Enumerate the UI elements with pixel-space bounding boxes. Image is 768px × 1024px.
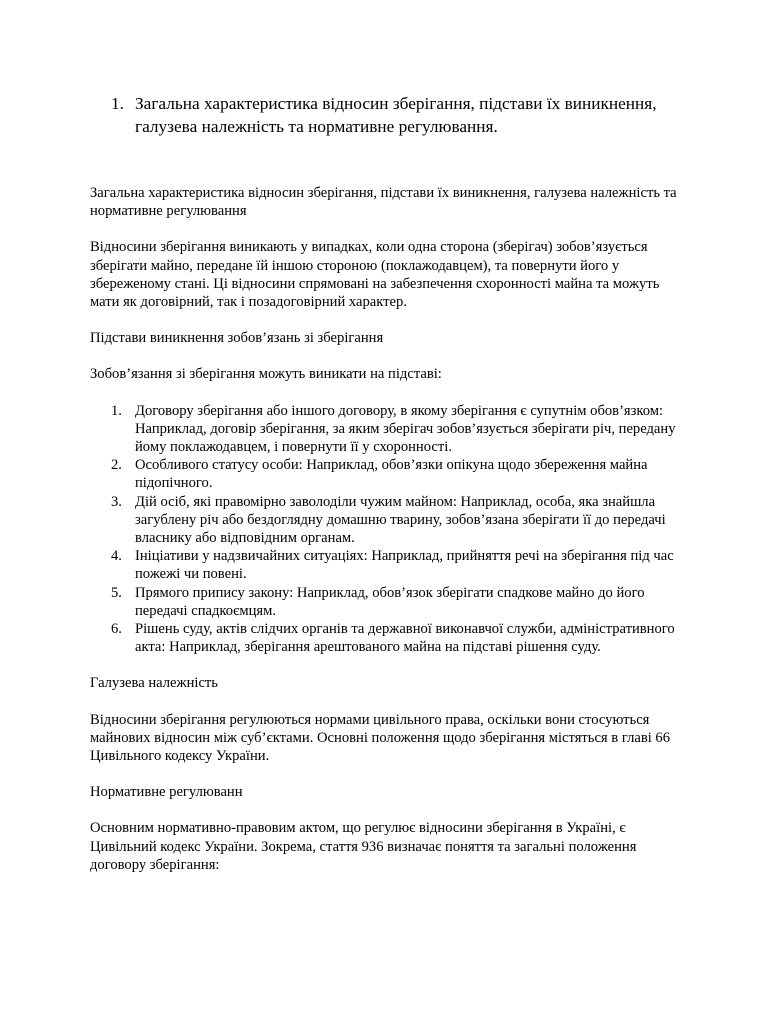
list-item — [111, 402, 680, 457]
regulation-title: Нормативне регулюванн — [90, 784, 243, 801]
list-item — [111, 620, 680, 656]
branch-paragraph: Відносини зберігання регулюються нормами цивільного права, оскільки вони стосуються майнових відносин між суб’єктами. Основні положення щодо зберігання містяться в главі 66 Цивільного кодексу України. — [90, 711, 671, 765]
grounds-list — [90, 402, 680, 657]
list-item-number: 4. — [111, 548, 122, 565]
list-item-text: Особливого статусу особи: Наприклад, обов’язки опікуна щодо збереження майна підопічного. — [135, 457, 648, 492]
regulation-paragraph: Основним нормативно-правовим актом, що регулює відносини зберігання в Україні, є Цивільний кодекс України. Зокрема, стаття 936 визначає поняття та загальні положення договору зберігання: — [90, 820, 637, 873]
document-body — [90, 184, 680, 874]
heading-list — [90, 92, 680, 138]
heading-text: Загальна характеристика відносин зберігання, підстави їх виникнення, галузева належність та нормативне регулювання. — [135, 94, 657, 136]
document-page — [90, 92, 680, 874]
list-item-text: Прямого припису закону: Наприклад, обов’язок зберігати спадкове майно до його передачі спадкоємцям. — [135, 584, 645, 619]
intro-title: Загальна характеристика відносин зберігання, підстави їх виникнення, галузева належність та нормативне регулювання — [90, 185, 677, 220]
branch-title: Галузева належність — [90, 675, 218, 692]
grounds-lead: Зобов’язання зі зберігання можуть виникати на підставі: — [90, 366, 442, 383]
heading-number: 1. — [111, 94, 124, 113]
list-item-text: Ініціативи у надзвичайних ситуаціях: Наприклад, прийняття речі на зберігання під час пожежі чи повені. — [135, 548, 674, 583]
list-item-number: 3. — [111, 493, 122, 510]
list-item-number: 2. — [111, 457, 122, 474]
list-item — [111, 493, 680, 548]
list-item-text: Дій осіб, які правомірно заволоділи чужим майном: Наприклад, особа, яка знайшла загублену річ або бездоглядну домашню тварину, зобов’язана зберігати її до передачі власнику або відповідним органам. — [135, 493, 666, 547]
list-item-number: 1. — [111, 402, 122, 419]
heading-item — [111, 92, 680, 138]
list-item — [111, 584, 680, 620]
intro-paragraph: Відносини зберігання виникають у випадках, коли одна сторона (зберігач) зобов’язується зберігати майно, передане їй іншою стороною (поклажодавцем), та повернути його у збереженому стані. Ці відносини спрямовані на забезпечення схоронності майна та можуть мати як договірний, так і позадоговірний характер. — [90, 239, 660, 311]
grounds-title: Підстави виникнення зобов’язань зі зберігання — [90, 330, 384, 347]
list-item-text: Рішень суду, актів слідчих органів та державної виконавчої служби, адміністративного акта: Наприклад, зберігання арештованого майна на підставі рішення суду. — [135, 621, 675, 656]
list-item-number: 6. — [111, 621, 122, 638]
list-item — [111, 456, 680, 492]
list-item-number: 5. — [111, 584, 122, 601]
list-item-text: Договору зберігання або іншого договору, в якому зберігання є супутнім обов’язком: Наприклад, договір зберігання, за яким зберігач зобов’язується зберігати річ, передану йому поклажодавцем, і повернути її у схоронності. — [135, 402, 676, 456]
list-item — [111, 547, 680, 583]
